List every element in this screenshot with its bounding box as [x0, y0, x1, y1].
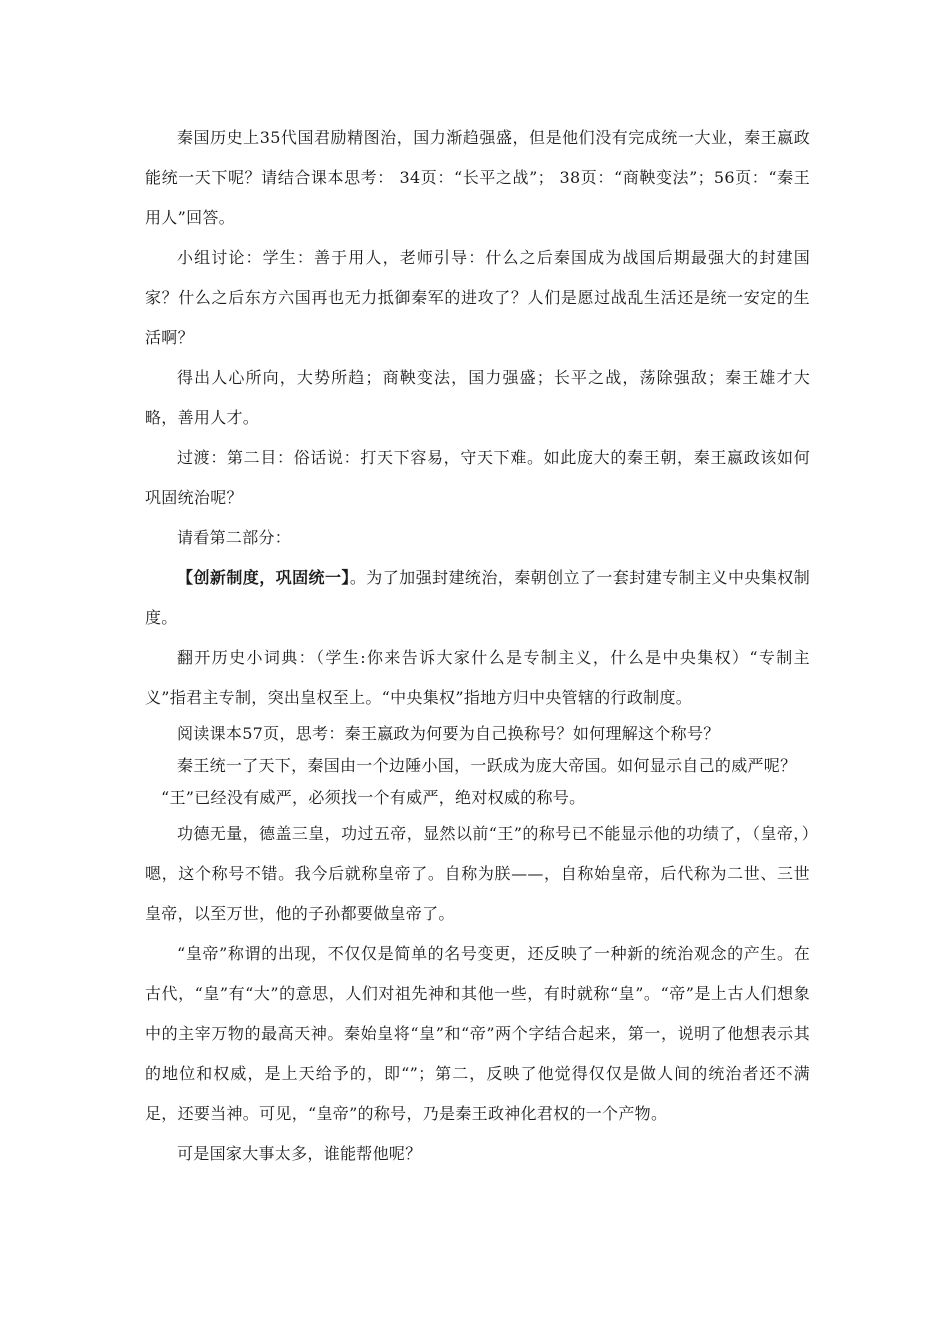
section-heading: 【创新制度，巩固统一】	[177, 568, 350, 587]
paragraph-king-title: “王”已经没有威严，必须找一个有威严，绝对权威的称号。	[161, 788, 586, 807]
paragraph-dictionary: 翻开历史小词典：（学生:你来告诉大家什么是专制主义，什么是中央集权）“专制主义”指君主专制，突出皇权至上。“中央集权”指地方归中央管辖的行政制度。	[145, 648, 810, 707]
paragraph-reading-task: 阅读课本57页，思考：秦王嬴政为何要为自己换称号？如何理解这个称号？	[177, 724, 720, 743]
paragraph-group-discussion: 小组讨论：学生：善于用人，老师引导：什么之后秦国成为战国后期最强大的封建国家？什么之后东方六国再也无力抵御秦军的进攻了？人们是愿过战乱生活还是统一安定的生活啊？	[145, 248, 810, 347]
paragraph-unification: 秦王统一了天下，秦国由一个边陲小国，一跃成为庞大帝国。如何显示自己的威严呢？	[177, 756, 797, 775]
paragraph-part-two: 请看第二部分：	[177, 528, 292, 547]
paragraph-new-system-text: 。为了加强封建统治，秦朝创立了一套封建专制主义中央集权制度。	[145, 568, 810, 627]
paragraph-intro: 秦国历史上35代国君励精图治，国力渐趋强盛，但是他们没有完成统一大业，秦王嬴政能统一天下呢？请结合课本思考： 34页：“长平之战”； 38页：“商鞅变法”；56页：“秦王用人”回答。	[145, 128, 810, 227]
paragraph-emperor-meaning: “皇帝”称谓的出现，不仅仅是简单的名号变更，还反映了一种新的统治观念的产生。在古代，“皇”有“大”的意思，人们对祖先神和其他一些，有时就称“皇”。“帝”是上古人们想象中的主宰万物的最高天神。秦始皇将“皇”和“帝”两个字结合起来，第一，说明了他想表示其的地位和权威，是上天给予的，即“”；第二，反映了他觉得仅仅是做人间的统治者还不满足，还要当神。可见，“皇帝”的称号，乃是秦王政神化君权的一个产物。	[145, 944, 810, 1123]
paragraph-transition: 过渡：第二目：俗话说：打天下容易，守天下难。如此庞大的秦王朝，秦王嬴政该如何巩固统治呢？	[145, 448, 810, 507]
document-body	[145, 118, 810, 1174]
paragraph-conclusion: 得出人心所向，大势所趋；商鞅变法，国力强盛；长平之战，荡除强敌；秦王雄才大略，善用人才。	[145, 368, 810, 427]
paragraph-emperor-title: 功德无量，德盖三皇，功过五帝，显然以前“王”的称号已不能显示他的功绩了，（皇帝，）嗯，这个称号不错。我今后就称皇帝了。自称为朕——，自称始皇帝，后代称为二世、三世皇帝，以至万世，他的子孙都要做皇帝了。	[145, 824, 810, 923]
paragraph-new-system	[145, 558, 810, 638]
paragraph-question: 可是国家大事太多，谁能帮他呢？	[177, 1144, 422, 1163]
